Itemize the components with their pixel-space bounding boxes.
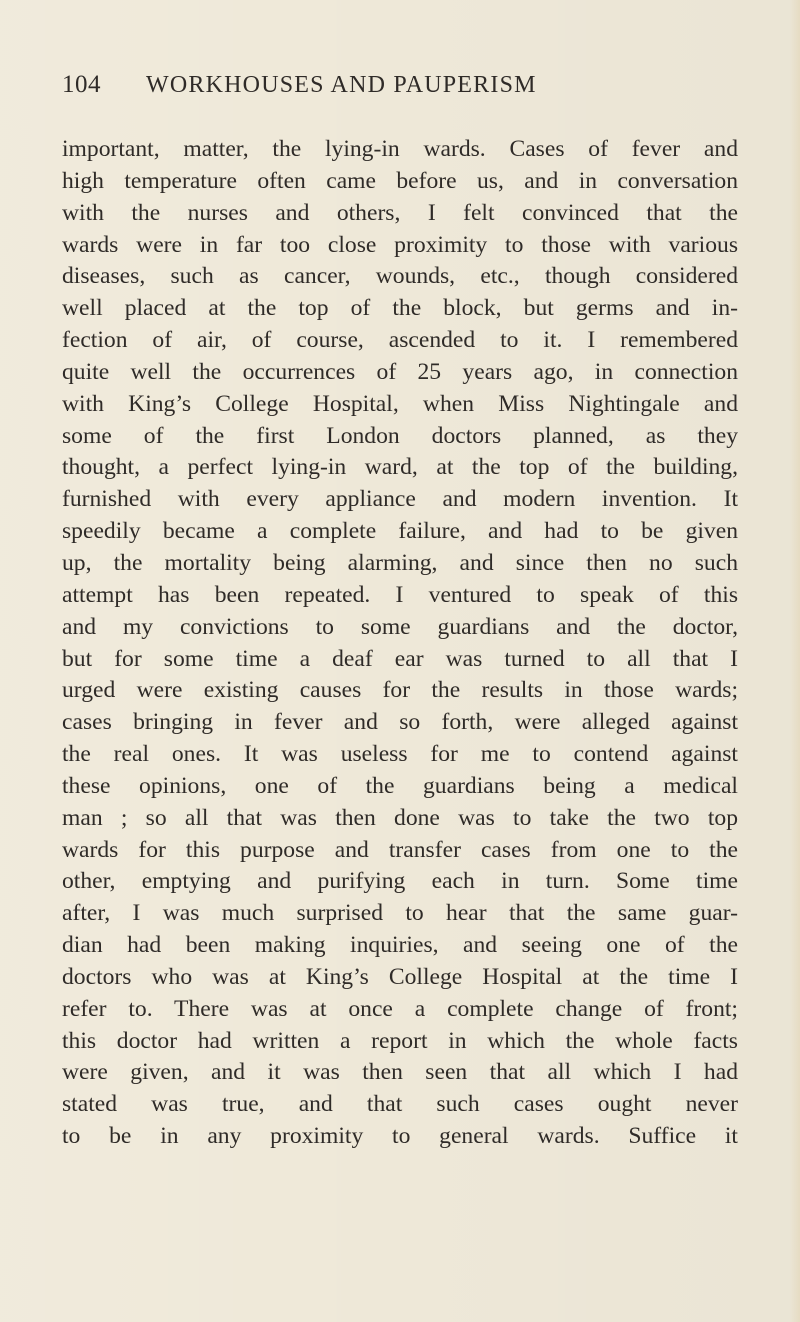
page-header [62,70,738,100]
text-line: fection of air, of course, ascended to it. I remembered [62,327,738,354]
text-line: man ; so all that was then done was to take the two top [62,804,738,831]
running-title: WORKHOUSES AND PAUPERISM [146,72,537,98]
text-line: doctors who was at King’s College Hospital at the time I [62,963,738,990]
text-line: after, I was much surprised to hear that the same guar- [62,900,738,927]
text-line: this doctor had written a report in which the whole facts [62,1027,738,1054]
text-line: well placed at the top of the block, but germs and in- [62,295,738,322]
text-line: wards for this purpose and transfer cases from one to the [62,836,738,863]
text-line: some of the first London doctors planned, as they [62,422,738,449]
text-line: refer to. There was at once a complete change of front; [62,995,738,1022]
text-line: up, the mortality being alarming, and since then no such [62,549,738,576]
text-line: attempt has been repeated. I ventured to speak of this [62,581,738,608]
text-line: diseases, such as cancer, wounds, etc., though considered [62,263,738,290]
page-number: 104 [62,71,101,98]
text-line: these opinions, one of the guardians being a medical [62,772,738,799]
text-line: important, matter, the lying-in wards. Cases of fever and [62,136,738,162]
text-line: furnished with every appliance and modern invention. It [62,486,738,513]
text-line: to be in any proximity to general wards. Suffice it [62,1123,738,1150]
text-line: other, emptying and purifying each in turn. Some time [62,868,738,895]
text-line: dian had been making inquiries, and seeing one of the [62,932,738,959]
text-line: with the nurses and others, I felt convinced that the [62,199,738,226]
text-line: and my convictions to some guardians and the doctor, [62,613,738,640]
text-line: high temperature often came before us, and in conversation [62,167,738,194]
text-line: wards were in far too close proximity to those with various [62,231,738,258]
text-line: the real ones. It was useless for me to contend against [62,741,738,768]
body-text [62,134,738,1153]
text-line: but for some time a deaf ear was turned to all that I [62,645,738,672]
text-line: were given, and it was then seen that all which I had [62,1059,738,1086]
text-line: thought, a perfect lying-in ward, at the top of the building, [62,454,738,481]
text-line: urged were existing causes for the results in those wards; [62,677,738,704]
text-line: quite well the occurrences of 25 years ago, in connection [62,358,738,385]
text-line: cases bringing in fever and so forth, were alleged against [62,709,738,736]
text-line: with King’s College Hospital, when Miss Nightingale and [62,390,738,417]
text-line: stated was true, and that such cases ought never [62,1091,738,1118]
text-line: speedily became a complete failure, and had to be given [62,518,738,545]
